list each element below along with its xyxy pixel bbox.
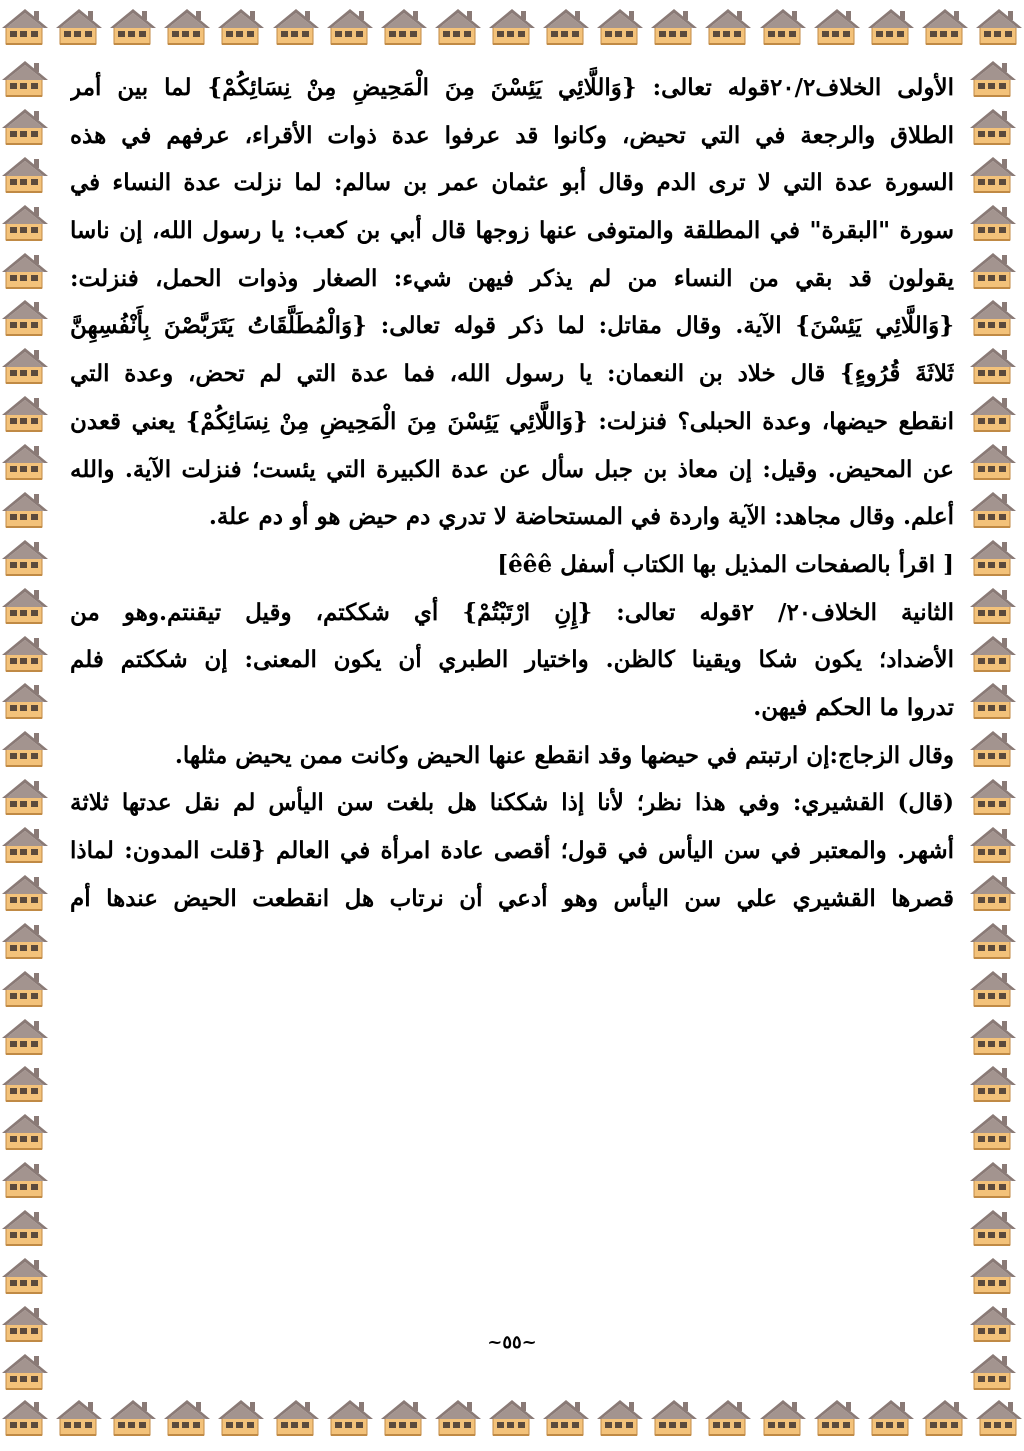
house-icon (968, 966, 1018, 1010)
house-icon (968, 391, 1018, 435)
house-icon (703, 4, 753, 48)
house-icon (968, 774, 1018, 818)
text-line: الثانية الخلاف٢٠/ ٢قوله تعالى: {إِنِ ارْتَبْتُمْ} أي شككتم، وقيل تيقنتم.وهو من (70, 598, 954, 626)
house-icon (974, 4, 1024, 48)
house-icon (379, 1395, 429, 1439)
house-icon (758, 1395, 808, 1439)
house-icon (0, 966, 50, 1010)
text-line: الأضداد؛ يكون شكا ويقينا كالظن. واختيار الطبري أن يكون المعنى: إن شككتم فلم (70, 646, 954, 674)
house-icon (968, 870, 1018, 914)
house-icon (0, 104, 50, 148)
house-icon (0, 774, 50, 818)
house-icon (487, 1395, 537, 1439)
house-icon (0, 1157, 50, 1201)
house-icon (0, 343, 50, 387)
house-icon (0, 391, 50, 435)
house-icon (968, 200, 1018, 244)
house-icon (162, 4, 212, 48)
house-icon (968, 583, 1018, 627)
house-icon (974, 1395, 1024, 1439)
house-icon (968, 1109, 1018, 1153)
text-line: تدروا ما الحكم فيهن. (753, 693, 954, 721)
house-icon (54, 4, 104, 48)
house-icon (0, 1395, 50, 1439)
house-icon (968, 152, 1018, 196)
house-icon (595, 4, 645, 48)
house-icon (271, 1395, 321, 1439)
house-icon (649, 4, 699, 48)
text-line: عن المحيض. وقيل: إن معاذ بن جبل سأل عن عدة الكبيرة التي يئست؛ فنزلت الآية. والله (70, 455, 954, 483)
page-border-top (0, 4, 1024, 60)
page-border-bottom (0, 1395, 1024, 1451)
house-icon (54, 1395, 104, 1439)
house-icon (920, 1395, 970, 1439)
reference-note: [ اقرأ بالصفحات المذيل بها الكتاب أسفل êêê] (497, 550, 954, 578)
house-icon (595, 1395, 645, 1439)
house-icon (968, 726, 1018, 770)
house-icon (968, 631, 1018, 675)
house-icon (0, 631, 50, 675)
house-icon (379, 4, 429, 48)
house-icon (216, 1395, 266, 1439)
text-line: {وَاللَّائِي يَئِسْنَ} الآية. وقال مقاتل: لما ذكر قوله تعالى: {وَالْمُطَلَّقَاتُ يَتَرَبَّصْنَ بِأَنْفُسِهِنَّ (70, 312, 954, 340)
house-icon (968, 1205, 1018, 1249)
text-line: سورة "البقرة" في المطلقة والمتوفى عنها زوجها قال أبي بن كعب: يا رسول الله، إن ناسا (70, 217, 954, 245)
house-icon (0, 918, 50, 962)
house-icon (0, 1205, 50, 1249)
house-icon (758, 4, 808, 48)
house-icon (968, 535, 1018, 579)
house-icon (866, 4, 916, 48)
text-line: السورة عدة التي لا ترى الدم وقال أبو عثمان عمر بن سالم: لما نزلت عدة النساء في (70, 169, 954, 197)
text-line: قصرها القشيري علي سن اليأس وهو أدعي أن نرتاب هل انقطعت الحيض عندها أم (70, 884, 954, 912)
house-icon (649, 1395, 699, 1439)
house-icon (0, 1014, 50, 1058)
house-icon (968, 104, 1018, 148)
text-line: أشهر. والمعتبر في سن اليأس في قول؛ أقصى عادة امرأة في العالم {قلت المدون: لماذا (70, 837, 954, 864)
house-icon (0, 1061, 50, 1105)
house-icon (0, 248, 50, 292)
house-icon (271, 4, 321, 48)
text-line: ثَلاثَةَ قُرُوءٍ} قال خلاد بن النعمان: يا رسول الله، فما عدة التي لم تحض، وعدة التي (70, 360, 954, 388)
house-icon (968, 678, 1018, 722)
house-icon (968, 918, 1018, 962)
house-icon (0, 4, 50, 48)
house-icon (968, 1349, 1018, 1393)
house-icon (968, 295, 1018, 339)
page-number: ~٥٥~ (487, 1332, 537, 1353)
house-icon (968, 487, 1018, 531)
text-line: وقال الزجاج:إن ارتبتم في حيضها وقد انقطع عنها الحيض وكانت ممن يحيض مثلها. (174, 741, 954, 769)
house-icon (162, 1395, 212, 1439)
house-icon (325, 4, 375, 48)
house-icon (0, 295, 50, 339)
house-icon (433, 1395, 483, 1439)
page-text (70, 64, 954, 1364)
house-icon (968, 1061, 1018, 1105)
house-icon (968, 822, 1018, 866)
house-icon (487, 4, 537, 48)
text-line: انقطع حيضها، وعدة الحبلى؟ فنزلت: {وَاللَّائِي يَئِسْنَ مِنَ الْمَحِيضِ مِنْ نِسَائِكُمْ} يعني قعدن (70, 407, 954, 435)
house-icon (0, 1253, 50, 1297)
house-icon (216, 4, 266, 48)
house-icon (920, 4, 970, 48)
house-icon (325, 1395, 375, 1439)
house-icon (541, 4, 591, 48)
house-icon (0, 1109, 50, 1153)
house-icon (0, 200, 50, 244)
page-border-left (0, 56, 56, 1393)
house-icon (968, 343, 1018, 387)
house-icon (541, 1395, 591, 1439)
house-icon (0, 678, 50, 722)
house-icon (0, 487, 50, 531)
house-icon (0, 152, 50, 196)
house-icon (108, 1395, 158, 1439)
page-border-right (968, 56, 1024, 1393)
house-icon (812, 4, 862, 48)
text-line: يقولون قد بقي من النساء من لم يذكر فيهن شيء: الصغار وذوات الحمل، فنزلت: (70, 264, 954, 292)
house-icon (0, 822, 50, 866)
house-icon (0, 870, 50, 914)
house-icon (0, 583, 50, 627)
house-icon (968, 439, 1018, 483)
text-line: أعلم. وقال مجاهد: الآية واردة في المستحاضة لا تدري دم حيض هو أو دم علة. (208, 503, 954, 531)
house-icon (968, 1157, 1018, 1201)
house-icon (968, 1014, 1018, 1058)
house-icon (0, 726, 50, 770)
house-icon (433, 4, 483, 48)
house-icon (0, 1349, 50, 1393)
house-icon (108, 4, 158, 48)
house-icon (703, 1395, 753, 1439)
house-icon (0, 439, 50, 483)
house-icon (812, 1395, 862, 1439)
house-icon (0, 56, 50, 100)
house-icon (968, 248, 1018, 292)
house-icon (968, 56, 1018, 100)
text-line: الطلاق والرجعة في التي تحيض، وكانوا قد عرفوا عدة ذوات الأقراء، عرفهم في هذه (70, 121, 954, 149)
house-icon (968, 1253, 1018, 1297)
text-line: (قال) القشيري: وفي هذا نظر؛ لأنا إذا شككنا هل بلغت سن اليأس لم نقل عدتها ثلاثة (70, 789, 954, 817)
house-icon (0, 535, 50, 579)
house-icon (866, 1395, 916, 1439)
text-line: الأولى الخلاف٢٠/٢قوله تعالى: {وَاللَّائِي يَئِسْنَ مِنَ الْمَحِيضِ مِنْ نِسَائِكُمْ} لما بين أمر (70, 74, 954, 101)
